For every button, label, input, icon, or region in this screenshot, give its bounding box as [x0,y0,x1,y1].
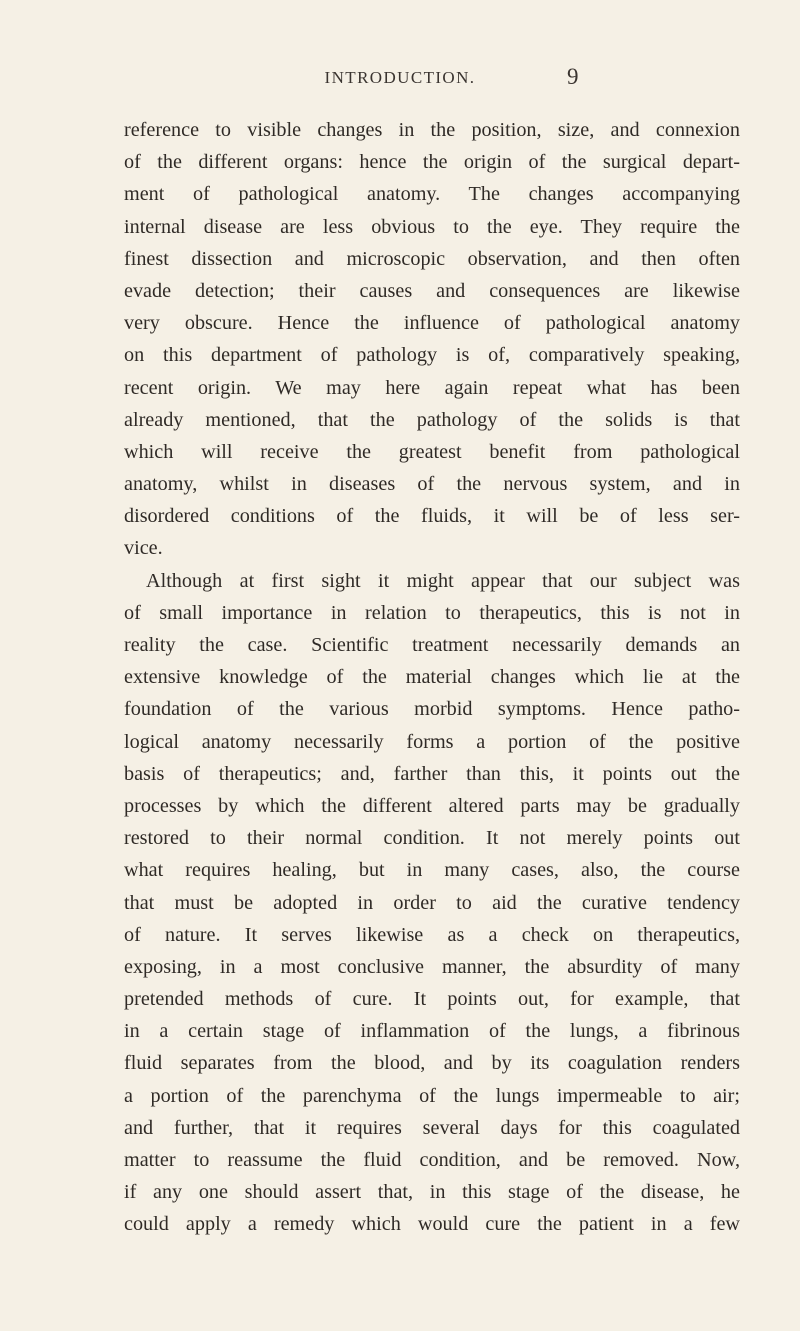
text-line: anatomy, whilst in diseases of the nervous system, and in [124,473,740,496]
text-line: evade detection; their causes and consequences are likewise [124,279,740,302]
text-line: of the different organs: hence the origin of the surgical depart- [124,151,740,174]
text-line: vice. [124,537,163,560]
text-line: foundation of the various morbid symptoms. Hence patho- [124,698,740,721]
running-head [0,64,800,98]
text-line: that must be adopted in order to aid the curative tendency [124,891,740,914]
text-line: fluid separates from the blood, and by its coagulation renders [124,1052,740,1075]
text-line: if any one should assert that, in this stage of the disease, he [124,1181,740,1204]
text-line: processes by which the different altered parts may be gradually [124,794,740,817]
text-line: a portion of the parenchyma of the lungs impermeable to air; [124,1084,740,1107]
text-line: of small importance in relation to therapeutics, this is not in [124,601,740,624]
text-line: already mentioned, that the pathology of the solids is that [124,408,740,431]
text-line: finest dissection and microscopic observation, and then often [124,247,740,270]
text-line: of nature. It serves likewise as a check on therapeutics, [124,923,740,946]
text-line: extensive knowledge of the material changes which lie at the [124,666,740,689]
text-line: in a certain stage of inflammation of the lungs, a fibrinous [124,1020,740,1043]
body-text [124,114,740,1241]
text-line: restored to their normal condition. It not merely points out [124,827,740,850]
text-line: matter to reassume the fluid condition, and be removed. Now, [124,1149,740,1171]
text-line: very obscure. Hence the influence of pathological anatomy [124,312,740,335]
text-line: which will receive the greatest benefit from pathological [124,440,740,463]
text-line: exposing, in a most conclusive manner, the absurdity of many [124,955,740,978]
text-line: pretended methods of cure. It points out, for example, that [124,988,740,1011]
text-line: reference to visible changes in the position, size, and connexion [124,119,740,141]
text-line: Although at first sight it might appear that our subject was [146,569,740,592]
text-line: internal disease are less obvious to the eye. They require the [124,215,740,238]
text-line: what requires healing, but in many cases, also, the course [124,859,740,882]
text-line: logical anatomy necessarily forms a portion of the positive [124,730,740,753]
text-line: disordered conditions of the fluids, it will be of less ser- [124,505,740,528]
text-line: reality the case. Scientific treatment necessarily demands an [124,634,740,656]
text-line: recent origin. We may here again repeat what has been [124,376,740,399]
text-line: could apply a remedy which would cure the patient in a few [124,1213,740,1236]
text-line: ment of pathological anatomy. The changes accompanying [124,183,740,206]
running-title: INTRODUCTION. [324,68,476,87]
page-number: 9 [567,64,579,89]
text-line: and further, that it requires several days for this coagulated [124,1116,740,1139]
text-line: on this department of pathology is of, comparatively speaking, [124,344,740,367]
text-line: basis of therapeutics; and, farther than this, it points out the [124,762,740,785]
